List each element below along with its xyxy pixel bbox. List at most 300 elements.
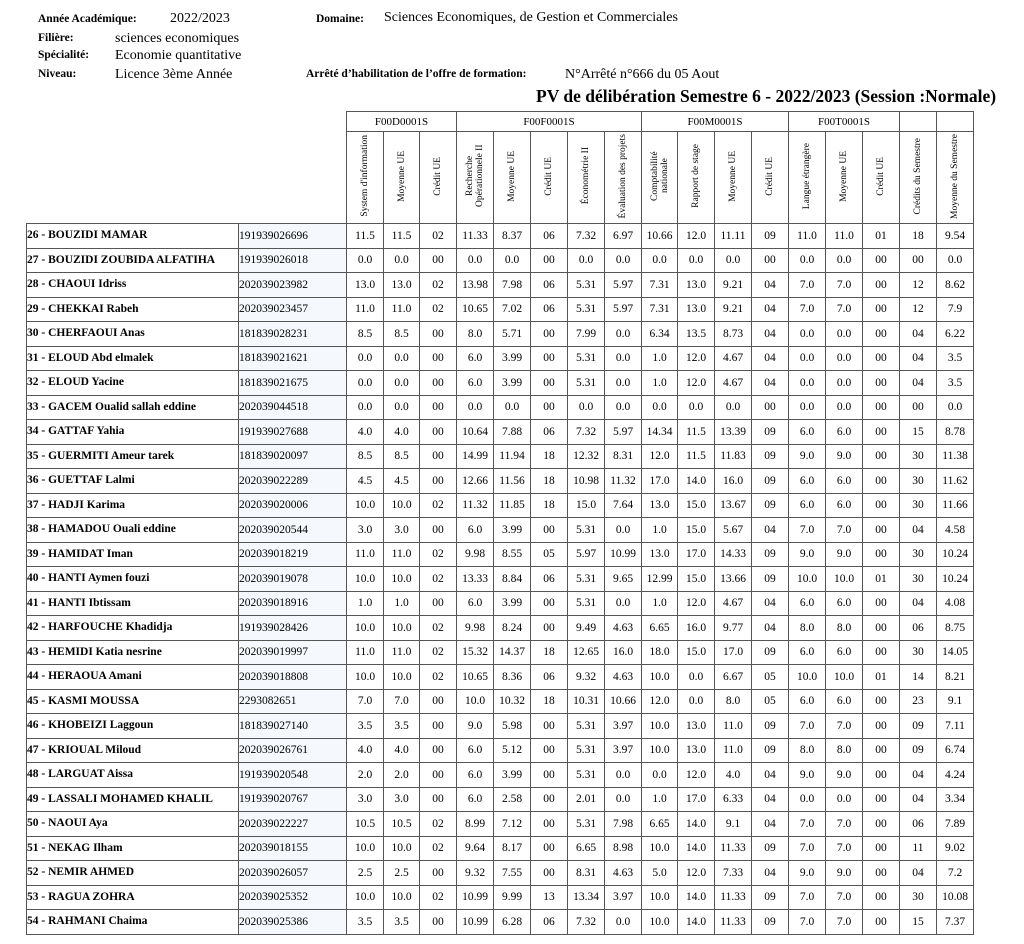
grade-cell: 06	[531, 273, 568, 298]
grade-cell: 0.0	[605, 910, 642, 935]
grade-cell: 14.0	[678, 885, 715, 910]
student-row	[27, 910, 974, 935]
grade-cell: 7.2	[937, 861, 974, 886]
grade-cell: 12.0	[642, 689, 678, 714]
grade-cell: 00	[863, 493, 900, 518]
grade-cell: 11.94	[494, 444, 531, 469]
student-row	[27, 861, 974, 886]
grade-cell: 10.0	[384, 616, 420, 641]
grade-cell: 04	[752, 763, 789, 788]
grade-cell: 10.99	[457, 910, 494, 935]
student-matricule: 202039020544	[239, 518, 347, 543]
column-header	[457, 132, 494, 224]
grade-cell: 0.0	[642, 763, 678, 788]
grade-cell: 18	[531, 493, 568, 518]
grade-cell: 00	[531, 861, 568, 886]
grade-cell: 12.32	[568, 444, 605, 469]
grade-cell: 0.0	[605, 248, 642, 273]
student-matricule: 202039026057	[239, 861, 347, 886]
grade-cell: 9.98	[457, 616, 494, 641]
grade-cell: 14	[900, 665, 937, 690]
student-name: 50 - NAOUI Aya	[27, 812, 239, 837]
grade-cell: 8.0	[789, 616, 826, 641]
column-header	[826, 132, 863, 224]
grade-cell: 00	[531, 346, 568, 371]
grade-cell: 04	[900, 787, 937, 812]
grade-cell: 5.31	[568, 763, 605, 788]
grade-cell: 0.0	[384, 346, 420, 371]
grade-cell: 8.21	[937, 665, 974, 690]
grade-cell: 00	[863, 297, 900, 322]
student-matricule: 191939020548	[239, 763, 347, 788]
grade-cell: 0.0	[605, 322, 642, 347]
grade-cell: 14.99	[457, 444, 494, 469]
student-name: 31 - ELOUD Abd elmalek	[27, 346, 239, 371]
grade-cell: 13.34	[568, 885, 605, 910]
student-row	[27, 616, 974, 641]
grade-cell: 0.0	[494, 248, 531, 273]
grade-cell: 7.0	[789, 518, 826, 543]
grade-cell: 10.0	[457, 689, 494, 714]
grade-cell: 30	[900, 444, 937, 469]
grade-cell: 0.0	[826, 346, 863, 371]
grade-cell: 12.99	[642, 567, 678, 592]
grade-cell: 1.0	[642, 371, 678, 396]
grade-cell: 10.0	[642, 885, 678, 910]
grade-cell: 7.31	[642, 273, 678, 298]
student-row	[27, 714, 974, 739]
grade-cell: 6.0	[826, 640, 863, 665]
grade-cell: 13.0	[678, 738, 715, 763]
column-header-label: Moyenne UE	[507, 150, 517, 202]
grade-cell: 30	[900, 640, 937, 665]
grade-cell: 7.12	[494, 812, 531, 837]
grade-cell: 0.0	[715, 395, 752, 420]
grade-cell: 0.0	[826, 322, 863, 347]
grade-cell: 0.0	[789, 787, 826, 812]
grade-cell: 02	[420, 665, 457, 690]
grade-cell: 1.0	[384, 591, 420, 616]
student-matricule: 202039018155	[239, 836, 347, 861]
grade-cell: 7.98	[494, 273, 531, 298]
grade-cell: 00	[863, 346, 900, 371]
grade-cell: 02	[420, 616, 457, 641]
grade-cell: 7.11	[937, 714, 974, 739]
grade-cell: 10.0	[347, 567, 384, 592]
grade-cell: 6.0	[826, 591, 863, 616]
student-matricule: 202039025386	[239, 910, 347, 935]
column-header-label: Évaluation des projets	[618, 133, 628, 219]
grade-cell: 18	[900, 224, 937, 249]
grade-cell: 00	[531, 371, 568, 396]
grade-cell: 7.88	[494, 420, 531, 445]
grade-cell: 04	[752, 812, 789, 837]
grade-cell: 9.1	[937, 689, 974, 714]
grade-cell: 7.0	[384, 689, 420, 714]
grade-cell: 10.98	[568, 469, 605, 494]
grade-cell: 9.65	[605, 567, 642, 592]
student-matricule: 191939026018	[239, 248, 347, 273]
grade-cell: 10.99	[605, 542, 642, 567]
grade-cell: 8.0	[789, 738, 826, 763]
column-header-label: Comptabilité nationale	[649, 151, 670, 201]
column-header	[531, 132, 568, 224]
student-row	[27, 224, 974, 249]
column-header-label: Rapport de stage	[691, 144, 701, 208]
student-row	[27, 322, 974, 347]
grade-cell: 7.0	[789, 297, 826, 322]
grade-cell: 30	[900, 885, 937, 910]
grade-cell: 10.0	[384, 836, 420, 861]
student-matricule: 202039018808	[239, 665, 347, 690]
grade-cell: 9.0	[826, 542, 863, 567]
grade-cell: 6.0	[457, 738, 494, 763]
grade-cell: 15.0	[678, 640, 715, 665]
student-matricule: 202039018916	[239, 591, 347, 616]
grade-cell: 00	[531, 812, 568, 837]
grade-cell: 7.0	[826, 273, 863, 298]
grade-cell: 01	[863, 665, 900, 690]
niveau-label: Niveau:	[38, 68, 77, 80]
grade-cell: 00	[863, 738, 900, 763]
grade-cell: 1.0	[642, 787, 678, 812]
grade-cell: 9.32	[457, 861, 494, 886]
specialite-value: Economie quantitative	[115, 48, 242, 63]
student-row	[27, 738, 974, 763]
column-header	[789, 132, 826, 224]
grade-cell: 0.0	[568, 395, 605, 420]
grade-cell: 7.32	[568, 224, 605, 249]
student-matricule: 202039019997	[239, 640, 347, 665]
grade-cell: 11	[900, 836, 937, 861]
grade-cell: 13.0	[642, 542, 678, 567]
grade-cell: 02	[420, 567, 457, 592]
student-row	[27, 518, 974, 543]
grade-cell: 18	[531, 444, 568, 469]
filiere-value: sciences economiques	[115, 31, 240, 46]
grade-cell: 04	[752, 346, 789, 371]
grade-cell: 4.0	[715, 763, 752, 788]
student-row	[27, 444, 974, 469]
grade-cell: 00	[863, 371, 900, 396]
grade-cell: 10.0	[347, 616, 384, 641]
grade-cell: 6.0	[826, 420, 863, 445]
grade-cell: 0.0	[384, 371, 420, 396]
grade-cell: 15.0	[678, 518, 715, 543]
grade-cell: 04	[900, 763, 937, 788]
student-row	[27, 567, 974, 592]
student-row	[27, 420, 974, 445]
grade-cell: 8.55	[494, 542, 531, 567]
grade-cell: 1.0	[642, 346, 678, 371]
grade-cell: 4.24	[937, 763, 974, 788]
grade-cell: 6.0	[457, 591, 494, 616]
grade-cell: 00	[420, 910, 457, 935]
student-name: 30 - CHERFAOUI Anas	[27, 322, 239, 347]
grade-cell: 9.0	[826, 444, 863, 469]
grade-cell: 6.0	[789, 469, 826, 494]
grade-cell: 00	[420, 395, 457, 420]
grade-cell: 7.33	[715, 861, 752, 886]
grade-cell: 09	[900, 714, 937, 739]
grade-cell: 5.31	[568, 738, 605, 763]
grade-cell: 6.65	[642, 812, 678, 837]
grade-cell: 2.5	[347, 861, 384, 886]
grade-cell: 12.0	[678, 861, 715, 886]
grade-cell: 30	[900, 567, 937, 592]
student-matricule: 202039018219	[239, 542, 347, 567]
grade-cell: 13.98	[457, 273, 494, 298]
student-matricule: 181839028231	[239, 322, 347, 347]
grade-cell: 10.99	[457, 885, 494, 910]
grade-cell: 16.0	[678, 616, 715, 641]
student-row	[27, 640, 974, 665]
grade-cell: 02	[420, 812, 457, 837]
grade-cell: 12.0	[678, 763, 715, 788]
grade-cell: 09	[752, 714, 789, 739]
grade-cell: 5.31	[568, 567, 605, 592]
module-group-header: F00F0001S	[457, 112, 642, 132]
grade-cell: 8.0	[457, 322, 494, 347]
grade-cell: 6.65	[568, 836, 605, 861]
student-row	[27, 689, 974, 714]
grade-cell: 10.0	[384, 885, 420, 910]
grade-cell: 04	[752, 273, 789, 298]
grade-cell: 5.0	[642, 861, 678, 886]
grade-cell: 02	[420, 542, 457, 567]
grade-cell: 16.0	[605, 640, 642, 665]
student-matricule: 202039026761	[239, 738, 347, 763]
column-header	[347, 132, 384, 224]
column-header	[900, 132, 937, 224]
grade-cell: 04	[900, 346, 937, 371]
module-group-header: F00D0001S	[347, 112, 457, 132]
student-row	[27, 273, 974, 298]
grade-cell: 6.0	[826, 493, 863, 518]
student-name: 26 - BOUZIDI MAMAR	[27, 224, 239, 249]
grade-cell: 05	[531, 542, 568, 567]
grade-cell: 3.5	[937, 346, 974, 371]
grade-cell: 13.67	[715, 493, 752, 518]
grade-cell: 8.36	[494, 665, 531, 690]
grade-cell: 11.0	[347, 297, 384, 322]
grade-cell: 9.64	[457, 836, 494, 861]
student-name: 28 - CHAOUI Idriss	[27, 273, 239, 298]
grade-cell: 4.58	[937, 518, 974, 543]
grade-cell: 12.0	[678, 371, 715, 396]
grade-cell: 0.0	[605, 346, 642, 371]
student-matricule: 191939026696	[239, 224, 347, 249]
grade-cell: 00	[420, 248, 457, 273]
grade-cell: 06	[900, 812, 937, 837]
grade-cell: 10.0	[789, 567, 826, 592]
grade-cell: 0.0	[605, 763, 642, 788]
student-name: 43 - HEMIDI Katia nesrine	[27, 640, 239, 665]
student-row	[27, 469, 974, 494]
grade-cell: 9.21	[715, 297, 752, 322]
grade-cell: 02	[420, 640, 457, 665]
grade-cell: 0.0	[605, 518, 642, 543]
student-row	[27, 542, 974, 567]
grade-cell: 0.0	[937, 248, 974, 273]
grade-cell: 00	[863, 518, 900, 543]
grade-cell: 9.0	[826, 861, 863, 886]
grade-cell: 5.97	[605, 273, 642, 298]
grade-cell: 10.0	[347, 665, 384, 690]
grade-cell: 12.0	[678, 224, 715, 249]
grade-cell: 09	[752, 567, 789, 592]
grade-cell: 00	[420, 714, 457, 739]
grade-cell: 10.08	[937, 885, 974, 910]
grade-cell: 0.0	[937, 395, 974, 420]
column-header	[678, 132, 715, 224]
grade-cell: 10.32	[494, 689, 531, 714]
grade-cell: 10.0	[826, 567, 863, 592]
student-name: 51 - NEKAG Ilham	[27, 836, 239, 861]
grade-cell: 7.37	[937, 910, 974, 935]
grade-cell: 7.0	[789, 836, 826, 861]
grade-cell: 0.0	[789, 248, 826, 273]
grade-cell: 11.0	[715, 714, 752, 739]
grade-cell: 4.5	[347, 469, 384, 494]
student-row	[27, 297, 974, 322]
column-header	[420, 132, 457, 224]
grade-cell: 0.0	[678, 689, 715, 714]
grade-cell: 13.5	[678, 322, 715, 347]
grade-cell: 11.0	[384, 640, 420, 665]
grade-cell: 00	[863, 689, 900, 714]
grade-cell: 00	[900, 248, 937, 273]
filiere-label: Filière:	[38, 32, 74, 44]
grade-cell: 9.0	[789, 444, 826, 469]
grade-cell: 0.0	[457, 395, 494, 420]
grade-cell: 7.0	[347, 689, 384, 714]
column-header-label: System d'information	[360, 135, 370, 217]
student-name: 47 - KRIOUAL Miloud	[27, 738, 239, 763]
grade-cell: 15.0	[568, 493, 605, 518]
column-header	[752, 132, 789, 224]
grade-cell: 10.65	[457, 665, 494, 690]
grade-cell: 9.99	[494, 885, 531, 910]
student-row	[27, 371, 974, 396]
student-row	[27, 493, 974, 518]
niveau-value: Licence 3ème Année	[115, 67, 233, 82]
grade-cell: 11.33	[715, 836, 752, 861]
grade-cell: 3.5	[347, 714, 384, 739]
grade-cell: 10.5	[384, 812, 420, 837]
domaine-value: Sciences Economiques, de Gestion et Commerciales	[384, 10, 678, 25]
grade-cell: 3.5	[347, 910, 384, 935]
student-name: 32 - ELOUD Yacine	[27, 371, 239, 396]
grade-cell: 13	[531, 885, 568, 910]
grade-cell: 8.5	[384, 322, 420, 347]
column-header	[863, 132, 900, 224]
grade-cell: 09	[752, 836, 789, 861]
grade-cell: 7.0	[826, 518, 863, 543]
column-header	[715, 132, 752, 224]
grade-cell: 0.0	[678, 248, 715, 273]
grade-cell: 00	[863, 273, 900, 298]
grade-cell: 04	[900, 518, 937, 543]
grade-cell: 6.0	[457, 371, 494, 396]
column-header-label: Moyenne UE	[396, 150, 407, 202]
grade-cell: 15	[900, 910, 937, 935]
grade-cell: 10.66	[605, 689, 642, 714]
grade-cell: 4.63	[605, 665, 642, 690]
grade-cell: 0.0	[384, 395, 420, 420]
grade-cell: 4.08	[937, 591, 974, 616]
student-name: 38 - HAMADOU Ouali eddine	[27, 518, 239, 543]
student-matricule: 202039022289	[239, 469, 347, 494]
grade-cell: 13.0	[347, 273, 384, 298]
grade-cell: 12.0	[642, 444, 678, 469]
grade-cell: 4.0	[384, 738, 420, 763]
grade-cell: 11.0	[347, 640, 384, 665]
student-row	[27, 591, 974, 616]
column-header	[384, 132, 420, 224]
grade-cell: 10.0	[642, 836, 678, 861]
student-matricule: 181839021621	[239, 346, 347, 371]
student-row	[27, 665, 974, 690]
domaine-label: Domaine:	[316, 13, 364, 25]
grade-cell: 3.5	[384, 714, 420, 739]
grade-cell: 13.66	[715, 567, 752, 592]
grade-cell: 9.0	[457, 714, 494, 739]
grade-cell: 4.63	[605, 861, 642, 886]
grade-cell: 00	[420, 787, 457, 812]
grade-cell: 0.0	[347, 248, 384, 273]
grade-cell: 11.0	[384, 542, 420, 567]
grade-cell: 04	[900, 371, 937, 396]
grade-cell: 9.21	[715, 273, 752, 298]
student-row	[27, 885, 974, 910]
student-matricule: 202039020006	[239, 493, 347, 518]
grade-cell: 8.75	[937, 616, 974, 641]
grade-cell: 10.65	[457, 297, 494, 322]
grade-cell: 11.33	[457, 224, 494, 249]
grade-cell: 5.98	[494, 714, 531, 739]
grade-cell: 13.0	[642, 493, 678, 518]
grade-cell: 0.0	[826, 787, 863, 812]
grade-cell: 4.0	[347, 420, 384, 445]
grade-cell: 4.67	[715, 371, 752, 396]
student-row	[27, 395, 974, 420]
grade-cell: 14.37	[494, 640, 531, 665]
grade-cell: 00	[420, 444, 457, 469]
grade-cell: 7.02	[494, 297, 531, 322]
grade-cell: 6.0	[789, 689, 826, 714]
grade-cell: 5.97	[605, 420, 642, 445]
grade-cell: 10.0	[347, 836, 384, 861]
grade-cell: 3.0	[384, 787, 420, 812]
grade-cell: 7.31	[642, 297, 678, 322]
grade-cell: 6.33	[715, 787, 752, 812]
grade-cell: 4.5	[384, 469, 420, 494]
column-header-label: Crédit UE	[544, 156, 554, 196]
student-matricule: 191939027688	[239, 420, 347, 445]
student-name: 33 - GACEM Oualid sallah eddine	[27, 395, 239, 420]
grade-cell: 0.0	[826, 248, 863, 273]
grade-cell: 10.0	[347, 885, 384, 910]
grade-cell: 8.99	[457, 812, 494, 837]
grade-cell: 7.32	[568, 910, 605, 935]
grade-cell: 18.0	[642, 640, 678, 665]
grade-cell: 11.0	[347, 542, 384, 567]
column-header	[937, 132, 974, 224]
grade-cell: 11.62	[937, 469, 974, 494]
column-header-label: Moyenne UE	[839, 150, 849, 202]
grade-cell: 10.0	[642, 910, 678, 935]
